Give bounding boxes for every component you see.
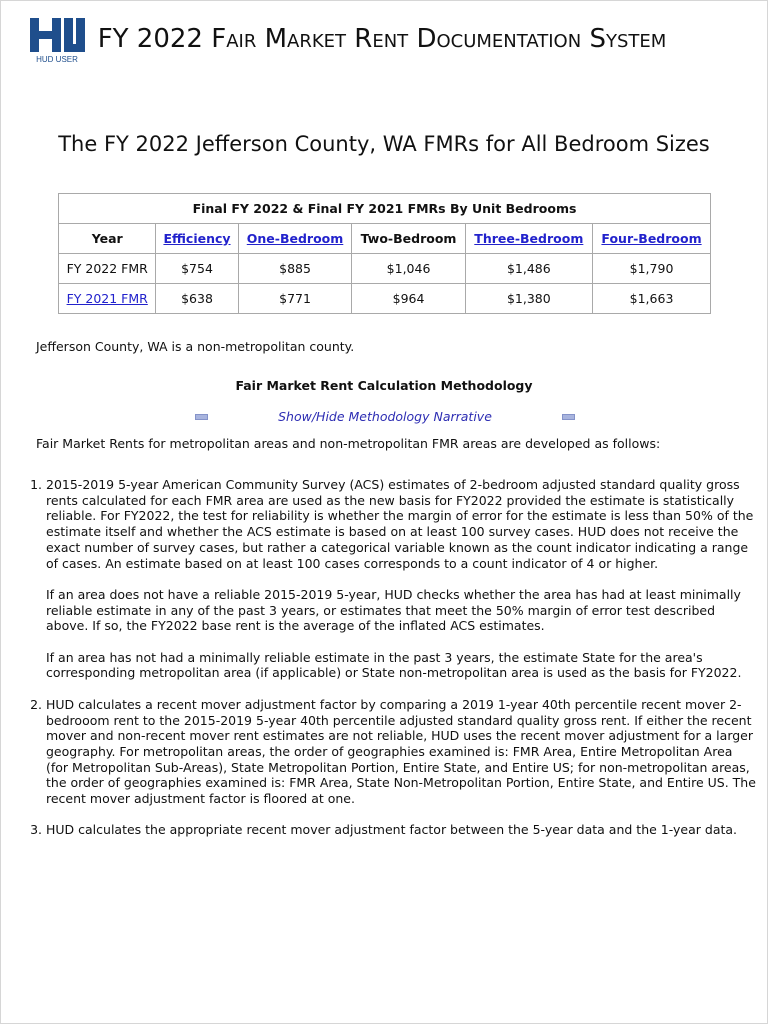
list-item <box>46 477 758 681</box>
step-paragraph: 3. HUD calculates the appropriate recent mover adjustment factor between the 5-year data and the 1-year data. <box>46 822 738 838</box>
step-paragraph: If an area does not have a reliable 2015-2019 5-year, HUD checks whether the area has had at least minimally reliable estimate in any of the past 3 years, or estimates that meet the 50% margin of error test described above. If so, the FY2022 base rent is the average of the inflated ACS estimates. <box>46 586 741 634</box>
col-four-bedroom <box>593 224 711 254</box>
methodology-toggle-label[interactable]: Show/Hide Methodology Narrative <box>278 409 492 424</box>
fmr-table <box>58 193 711 314</box>
cell-four-bedroom: $1,790 <box>593 254 711 284</box>
methodology-toggle[interactable] <box>192 408 578 426</box>
methodology-steps <box>0 477 758 838</box>
table-row <box>59 254 711 284</box>
methodology-intro: Fair Market Rents for metropolitan areas and non-metropolitan FMR areas are developed as follows: <box>36 436 661 451</box>
col-three-bedroom <box>465 224 592 254</box>
four-bedroom-link[interactable]: Four-Bedroom <box>601 231 702 246</box>
col-one-bedroom <box>238 224 352 254</box>
cell-two-bedroom: $964 <box>352 284 465 314</box>
col-efficiency <box>156 224 238 254</box>
collapse-right-icon <box>562 414 575 420</box>
cell-efficiency: $638 <box>156 284 238 314</box>
list-item <box>46 822 758 838</box>
cell-one-bedroom: $885 <box>238 254 352 284</box>
col-two-bedroom: Two-Bedroom <box>352 224 465 254</box>
col-year: Year <box>59 224 156 254</box>
step-paragraph: If an area has not had a minimally reliable estimate in the past 3 years, the estimate State for the area's corresponding metropolitan area (if applicable) or State non-metropolitan area is used as the basis for FY2022. <box>46 649 742 681</box>
cell-two-bedroom: $1,046 <box>352 254 465 284</box>
site-title: FY 2022 Fair Market Rent Documentation System <box>97 24 667 54</box>
three-bedroom-link[interactable]: Three-Bedroom <box>474 231 584 246</box>
logo-text: HUD USER <box>36 55 78 64</box>
methodology-heading: Fair Market Rent Calculation Methodology <box>235 378 533 393</box>
cell-three-bedroom: $1,380 <box>465 284 592 314</box>
cell-four-bedroom: $1,663 <box>593 284 711 314</box>
step-paragraph: 2. HUD calculates a recent mover adjustment factor by comparing a 2019 1-year 40th percentile recent mover 2-bedrooom rent to the 2015-2019 5-year 40th percentile adjusted standard quality gross rent. If either the recent mover and non-recent mover rent estimates are not reliable, HUD uses the recent mover adjustment for a larger geography. For metropolitan areas, the order of geographies examined is: FMR Area, Entire Metropolitan Area (for Metropolitan Sub-Areas), State Metropolitan Portion, Entire State, and Entire US; for non-metropolitan areas, the order of geographies examined is: FMR Area, State Non-Metropolitan Portion, Entire State, and Entire US. The recent mover adjustment factor is floored at one. <box>46 696 756 807</box>
cell-efficiency: $754 <box>156 254 238 284</box>
table-caption-row <box>59 194 711 224</box>
hud-user-logo[interactable] <box>28 18 86 64</box>
table-caption: Final FY 2022 & Final FY 2021 FMRs By Unit Bedrooms <box>59 194 711 224</box>
table-header-row <box>59 224 711 254</box>
table-row <box>59 284 711 314</box>
row-year <box>59 284 156 314</box>
list-item <box>46 697 758 807</box>
logo-mark-icon <box>28 18 86 64</box>
efficiency-link[interactable]: Efficiency <box>163 231 231 246</box>
row-year: FY 2022 FMR <box>59 254 156 284</box>
one-bedroom-link[interactable]: One-Bedroom <box>246 231 344 246</box>
cell-one-bedroom: $771 <box>238 284 352 314</box>
fy2021-fmr-link[interactable]: FY 2021 FMR <box>66 291 148 306</box>
step-paragraph: 1. 2015-2019 5-year American Community Survey (ACS) estimates of 2-bedroom adjusted standard quality gross rents calculated for each FMR area are used as the new basis for FY2022 provided the estimate is statistically reliable. For FY2022, the test for reliability is whether the margin of error for the estimate is less than 50% of the estimate itself and whether the ACS estimate is based on at least 100 survey cases. HUD does not receive the exact number of survey cases, but rather a categorical variable known as the count indicator indicating a range of cases. An estimate based on at least 100 cases corresponds to a count indicator of 4 or higher. <box>46 477 754 571</box>
county-note: Jefferson County, WA is a non-metropolitan county. <box>36 339 355 354</box>
page-title: The FY 2022 Jefferson County, WA FMRs for All Bedroom Sizes <box>58 132 710 156</box>
cell-three-bedroom: $1,486 <box>465 254 592 284</box>
